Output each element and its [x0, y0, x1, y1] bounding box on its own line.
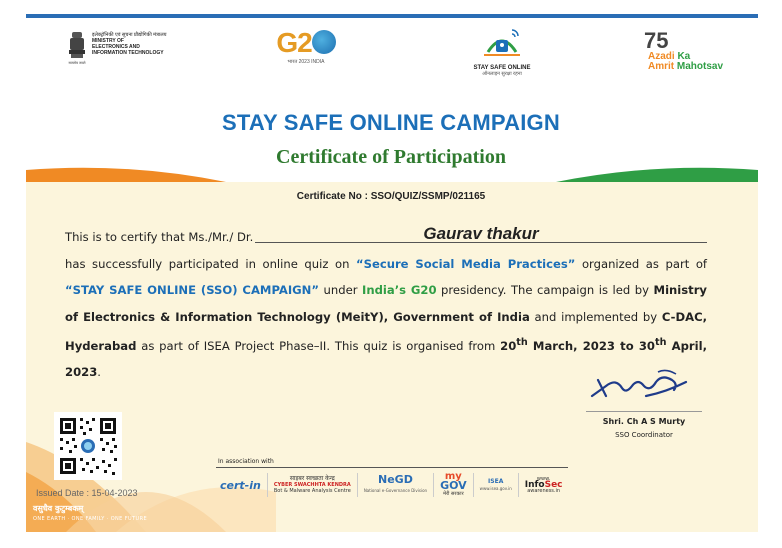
g20-slogan-hindi: वसुधैव कुटुम्बकम्: [33, 504, 84, 513]
g20-subtitle: भारत 2023 INDIA: [287, 59, 325, 65]
cert-in-logo: [214, 473, 268, 497]
header-logos: [26, 26, 758, 86]
partner-logos: [214, 471, 569, 499]
csk-hindi: साइबर स्वच्छता केन्द्र: [289, 475, 335, 482]
signatory-name: Shri. Ch A S Murty: [602, 417, 686, 426]
end-suffix: th: [654, 337, 667, 348]
presidency: India’s G20: [362, 283, 437, 297]
negd-text: NeGD: [378, 473, 413, 486]
start-day: 20: [500, 338, 517, 353]
cyber-swachhta-kendra-logo: [268, 473, 358, 497]
cert-in-text: cert-in: [220, 478, 261, 492]
association-label: In association with: [218, 458, 274, 465]
infosec-subtitle: awareness.in: [527, 488, 561, 494]
g20-mark-text: G2: [276, 27, 312, 58]
body-text-1: has successfully participated in online quiz on: [65, 256, 356, 271]
recipient-name: Gaurav thakur: [423, 224, 539, 243]
mygov-subtitle: मेरी सरकार: [443, 490, 464, 497]
meity-hindi: इलेक्ट्रॉनिकी एवं सूचना प्रौद्योगिकी मंत्रालय: [92, 32, 167, 38]
green-band: [556, 166, 758, 182]
body-text-6: as part of ISEA Project Phase–II. This quiz is organised from: [136, 338, 501, 353]
infosec-www: www.: [536, 476, 551, 482]
association-rule: [216, 467, 568, 468]
azadi-75: 75: [644, 28, 669, 53]
stay-safe-online-icon: [482, 26, 522, 58]
body-text-7: .: [97, 365, 101, 380]
body-text-3: under: [319, 283, 363, 297]
isea-text: ISEA: [488, 478, 504, 485]
body-text-2: organized as part of: [575, 256, 708, 271]
isea-subtitle: www.isea.gov.in: [479, 486, 512, 491]
signatory-role: SSO Coordinator: [615, 431, 673, 439]
implementer-name: C-DAC, Hyderabad: [65, 309, 707, 353]
mygov-logo: [434, 470, 474, 497]
sso-name: STAY SAFE ONLINE: [473, 65, 531, 71]
infosec-name-a: Info: [524, 480, 545, 490]
sso-subtitle: ऑनलाइन सुरक्षा रहना: [482, 71, 522, 77]
mygov-gov: GOV: [440, 478, 467, 492]
ka-word: Ka: [677, 51, 691, 62]
certificate-subtitle: Certificate of Participation: [276, 146, 506, 168]
infosec-awareness-logo: [519, 473, 569, 497]
globe-icon: [312, 30, 336, 54]
negd-logo: [358, 473, 434, 497]
amrit-word: Amrit: [648, 61, 675, 72]
issued-date: Issued Date : 15-04-2023: [36, 488, 138, 498]
mygov-my: my: [444, 470, 462, 482]
end-rest: April, 2023: [65, 338, 707, 380]
mahotsav-word: Mahotsav: [676, 61, 724, 72]
emblem-motto: सत्यमेव जयते: [68, 61, 86, 65]
certify-line: [65, 224, 707, 251]
body-text-4: presidency. The campaign is led by: [436, 283, 654, 297]
meity-text: [92, 32, 172, 56]
start-rest: March, 2023 to: [527, 338, 639, 353]
g20-logo: [266, 28, 346, 65]
signature-rule: [586, 411, 702, 412]
campaign-title: STAY SAFE ONLINE CAMPAIGN: [222, 110, 560, 135]
certificate-number: Certificate No : SSO/QUIZ/SSMP/021165: [296, 191, 486, 202]
isea-logo: [474, 473, 519, 497]
azadi-word: Azadi: [648, 51, 675, 62]
meity-line2: ELECTRONICS AND: [92, 44, 140, 50]
ministry-name: Ministry of Electronics & Information Technology (MeitY), Government of India: [65, 283, 707, 324]
certificate-body: [65, 224, 707, 386]
negd-subtitle: National e-Governance Division: [363, 488, 428, 493]
body-text-5: and implemented by: [529, 309, 662, 324]
csk-name: CYBER SWACHHTA KENDRA: [273, 482, 351, 488]
national-emblem-icon: [66, 30, 88, 66]
csk-subtitle: Bot & Malware Analysis Centre: [273, 488, 351, 494]
meity-line3: INFORMATION TECHNOLOGY: [92, 50, 164, 56]
g20-slogan-english: ONE EARTH · ONE FAMILY · ONE FUTURE: [33, 516, 147, 522]
qr-code-icon[interactable]: [54, 412, 122, 480]
top-rule: [26, 14, 758, 18]
quiz-name: “Secure Social Media Practices”: [355, 256, 576, 271]
sso-logo: [462, 26, 542, 77]
certify-prefix: This is to certify that Ms./Mr./ Dr.: [65, 230, 254, 244]
signature-image: [586, 366, 696, 406]
start-suffix: th: [516, 337, 528, 348]
meity-logo: [66, 30, 172, 66]
meity-line1: MINISTRY OF: [92, 38, 124, 44]
amrit-text: [648, 62, 734, 72]
end-day: 30: [638, 338, 655, 353]
campaign-name: “STAY SAFE ONLINE (SSO) CAMPAIGN”: [65, 283, 320, 297]
saffron-band: [26, 166, 226, 182]
azadi-ka-amrit-mahotsav-logo: [644, 30, 734, 72]
infosec-name-b: Sec: [544, 480, 563, 490]
g20-mark: [266, 28, 346, 58]
